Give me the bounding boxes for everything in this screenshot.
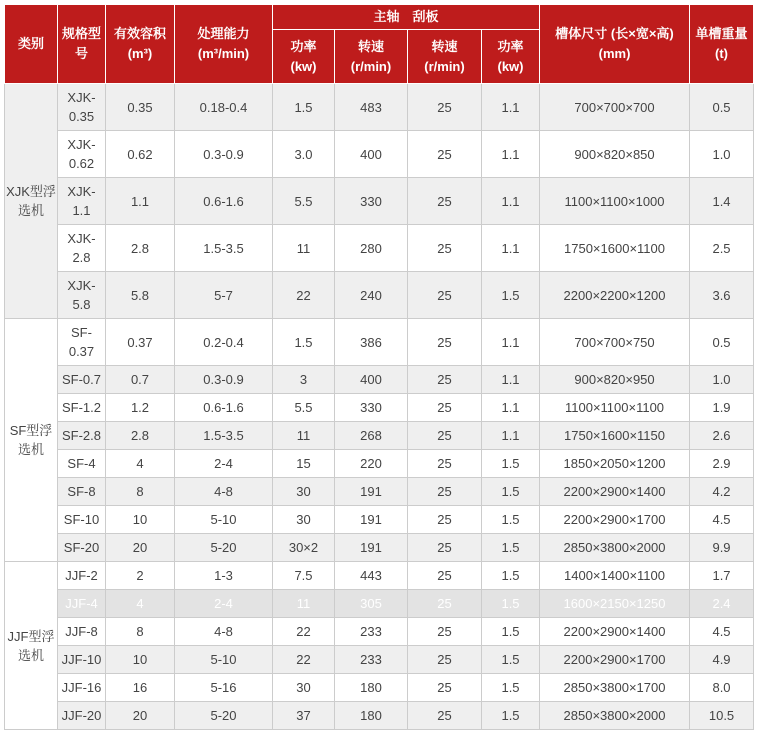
cell-weight: 2.6 — [690, 422, 754, 450]
cell-shaft-power: 30 — [273, 506, 335, 534]
header-unit: (m³) — [127, 46, 153, 61]
cell-weight: 8.0 — [690, 674, 754, 702]
cell-model: JJF-16 — [58, 674, 106, 702]
cell-scraper-speed: 25 — [408, 590, 482, 618]
cell-shaft-speed: 400 — [335, 131, 408, 178]
cell-volume: 0.35 — [106, 84, 175, 131]
cell-model: SF-0.7 — [58, 366, 106, 394]
cell-scraper-power: 1.1 — [482, 319, 540, 366]
cell-tank-size: 2200×2900×1400 — [540, 618, 690, 646]
table-row[interactable] — [5, 450, 754, 478]
cell-volume: 2.8 — [106, 225, 175, 272]
cell-shaft-power: 11 — [273, 422, 335, 450]
cell-model: SF-8 — [58, 478, 106, 506]
cell-shaft-speed: 180 — [335, 702, 408, 730]
header-label: 转速 — [357, 38, 384, 54]
cell-capacity: 0.6-1.6 — [175, 178, 273, 225]
table-row[interactable] — [5, 131, 754, 178]
table-row[interactable] — [5, 618, 754, 646]
cell-scraper-power: 1.1 — [482, 84, 540, 131]
cell-volume: 20 — [106, 702, 175, 730]
cell-tank-size: 1600×2150×1250 — [540, 590, 690, 618]
header-label: 单槽重量 — [695, 26, 748, 41]
table-row[interactable] — [5, 506, 754, 534]
cell-capacity: 5-16 — [175, 674, 273, 702]
cell-shaft-power: 7.5 — [273, 562, 335, 590]
cell-volume: 2 — [106, 562, 175, 590]
cell-scraper-speed: 25 — [408, 478, 482, 506]
header-unit: (kw) — [497, 58, 524, 74]
cell-capacity: 0.3-0.9 — [175, 366, 273, 394]
cell-weight: 0.5 — [690, 319, 754, 366]
cell-shaft-speed: 191 — [335, 478, 408, 506]
table-row[interactable] — [5, 702, 754, 730]
cell-shaft-power: 30 — [273, 674, 335, 702]
cell-tank-size: 1750×1600×1100 — [540, 225, 690, 272]
cell-capacity: 1.5-3.5 — [175, 225, 273, 272]
cell-model: SF-0.37 — [58, 319, 106, 366]
cell-volume: 20 — [106, 534, 175, 562]
cell-scraper-speed: 25 — [408, 450, 482, 478]
cell-model: JJF-2 — [58, 562, 106, 590]
table-row[interactable] — [5, 478, 754, 506]
header-label: 规格型号 — [61, 26, 101, 61]
cell-scraper-power: 1.5 — [482, 646, 540, 674]
header-capacity — [175, 5, 273, 84]
cell-shaft-speed: 240 — [335, 272, 408, 319]
cell-tank-size: 2200×2900×1400 — [540, 478, 690, 506]
cell-scraper-power: 1.5 — [482, 450, 540, 478]
cell-model: JJF-4 — [58, 590, 106, 618]
cell-scraper-speed: 25 — [408, 422, 482, 450]
cell-scraper-power: 1.1 — [482, 366, 540, 394]
cell-scraper-speed: 25 — [408, 319, 482, 366]
cell-model: XJK-5.8 — [58, 272, 106, 319]
cell-weight: 4.5 — [690, 506, 754, 534]
cell-tank-size: 1100×1100×1100 — [540, 394, 690, 422]
cell-scraper-speed: 25 — [408, 562, 482, 590]
header-label: 有效容积 — [113, 26, 166, 41]
table-row[interactable] — [5, 225, 754, 272]
cell-scraper-speed: 25 — [408, 646, 482, 674]
header-category — [5, 5, 58, 84]
header-shaft-power — [273, 30, 335, 84]
table-row[interactable] — [5, 422, 754, 450]
cell-model: SF-20 — [58, 534, 106, 562]
table-row[interactable] — [5, 319, 754, 366]
cell-scraper-power: 1.5 — [482, 590, 540, 618]
table-row[interactable] — [5, 178, 754, 225]
cell-volume: 10 — [106, 646, 175, 674]
cell-shaft-speed: 180 — [335, 674, 408, 702]
cell-weight: 2.5 — [690, 225, 754, 272]
cell-weight: 1.0 — [690, 366, 754, 394]
cell-weight: 10.5 — [690, 702, 754, 730]
header-volume — [106, 5, 175, 84]
cell-tank-size: 2200×2900×1700 — [540, 646, 690, 674]
cell-scraper-speed: 25 — [408, 534, 482, 562]
cell-weight: 1.9 — [690, 394, 754, 422]
cell-capacity: 2-4 — [175, 450, 273, 478]
cell-tank-size: 2200×2900×1700 — [540, 506, 690, 534]
cell-scraper-power: 1.5 — [482, 562, 540, 590]
cell-shaft-speed: 268 — [335, 422, 408, 450]
cell-shaft-power: 37 — [273, 702, 335, 730]
cell-weight: 4.5 — [690, 618, 754, 646]
cell-shaft-power: 5.5 — [273, 178, 335, 225]
cell-shaft-speed: 400 — [335, 366, 408, 394]
header-scraper-speed — [408, 30, 482, 84]
cell-volume: 0.37 — [106, 319, 175, 366]
cell-volume: 10 — [106, 506, 175, 534]
cell-capacity: 0.18-0.4 — [175, 84, 273, 131]
cell-tank-size: 2850×3800×2000 — [540, 534, 690, 562]
table-row[interactable] — [5, 674, 754, 702]
header-unit: (t) — [715, 46, 729, 61]
cell-scraper-power: 1.1 — [482, 422, 540, 450]
cell-capacity: 5-7 — [175, 272, 273, 319]
cell-shaft-speed: 330 — [335, 394, 408, 422]
category-cell: JJF型浮选机 — [5, 562, 58, 730]
header-label: 功率 — [497, 38, 524, 54]
cell-capacity: 0.3-0.9 — [175, 131, 273, 178]
category-cell: SF型浮选机 — [5, 319, 58, 562]
table-row[interactable] — [5, 646, 754, 674]
header-shaft-speed — [335, 30, 408, 84]
cell-shaft-power: 1.5 — [273, 319, 335, 366]
cell-scraper-power: 1.5 — [482, 702, 540, 730]
cell-shaft-power: 15 — [273, 450, 335, 478]
cell-shaft-speed: 233 — [335, 646, 408, 674]
cell-shaft-speed: 233 — [335, 618, 408, 646]
header-label: 转速 — [431, 38, 458, 54]
header-weight — [690, 5, 754, 84]
cell-tank-size: 1750×1600×1150 — [540, 422, 690, 450]
cell-weight: 2.9 — [690, 450, 754, 478]
cell-model: XJK-2.8 — [58, 225, 106, 272]
cell-shaft-power: 11 — [273, 225, 335, 272]
cell-volume: 5.8 — [106, 272, 175, 319]
cell-shaft-power: 5.5 — [273, 394, 335, 422]
cell-volume: 8 — [106, 618, 175, 646]
cell-shaft-power: 3.0 — [273, 131, 335, 178]
cell-volume: 8 — [106, 478, 175, 506]
cell-weight: 9.9 — [690, 534, 754, 562]
cell-tank-size: 2200×2200×1200 — [540, 272, 690, 319]
cell-volume: 4 — [106, 450, 175, 478]
cell-model: SF-1.2 — [58, 394, 106, 422]
cell-scraper-power: 1.1 — [482, 394, 540, 422]
cell-capacity: 2-4 — [175, 590, 273, 618]
cell-scraper-speed: 25 — [408, 394, 482, 422]
cell-weight: 0.5 — [690, 84, 754, 131]
cell-scraper-speed: 25 — [408, 225, 482, 272]
cell-capacity: 1.5-3.5 — [175, 422, 273, 450]
cell-tank-size: 2850×3800×2000 — [540, 702, 690, 730]
header-unit: (r/min) — [350, 58, 392, 74]
cell-shaft-power: 22 — [273, 646, 335, 674]
cell-volume: 4 — [106, 590, 175, 618]
cell-volume: 16 — [106, 674, 175, 702]
cell-shaft-speed: 443 — [335, 562, 408, 590]
cell-weight: 1.0 — [690, 131, 754, 178]
header-unit: (m³/min) — [197, 46, 250, 61]
cell-tank-size: 1850×2050×1200 — [540, 450, 690, 478]
header-model — [58, 5, 106, 84]
cell-capacity: 5-10 — [175, 646, 273, 674]
header-scraper-power — [482, 30, 540, 84]
cell-shaft-speed: 191 — [335, 506, 408, 534]
spec-table-body — [5, 84, 754, 730]
cell-weight: 4.2 — [690, 478, 754, 506]
cell-model: SF-4 — [58, 450, 106, 478]
cell-capacity: 5-20 — [175, 534, 273, 562]
cell-shaft-power: 30×2 — [273, 534, 335, 562]
header-tank-size — [540, 5, 690, 84]
cell-shaft-speed: 305 — [335, 590, 408, 618]
cell-shaft-speed: 483 — [335, 84, 408, 131]
cell-scraper-power: 1.5 — [482, 272, 540, 319]
cell-scraper-power: 1.5 — [482, 618, 540, 646]
header-unit: (r/min) — [424, 58, 465, 74]
cell-capacity: 4-8 — [175, 478, 273, 506]
cell-model: JJF-8 — [58, 618, 106, 646]
cell-scraper-power: 1.1 — [482, 178, 540, 225]
table-row[interactable] — [5, 562, 754, 590]
cell-scraper-speed: 25 — [408, 272, 482, 319]
header-label: 功率 — [290, 38, 317, 54]
cell-scraper-power: 1.5 — [482, 506, 540, 534]
header-shaft-scraper — [273, 5, 540, 30]
category-cell: XJK型浮选机 — [5, 84, 58, 319]
header-row-top — [5, 5, 754, 30]
cell-weight: 1.7 — [690, 562, 754, 590]
cell-shaft-power: 1.5 — [273, 84, 335, 131]
table-row[interactable] — [5, 394, 754, 422]
cell-capacity: 5-20 — [175, 702, 273, 730]
cell-scraper-power: 1.1 — [482, 225, 540, 272]
header-unit: (mm) — [598, 46, 631, 61]
cell-shaft-power: 11 — [273, 590, 335, 618]
cell-capacity: 4-8 — [175, 618, 273, 646]
cell-scraper-speed: 25 — [408, 506, 482, 534]
cell-scraper-speed: 25 — [408, 84, 482, 131]
cell-capacity: 0.2-0.4 — [175, 319, 273, 366]
cell-weight: 4.9 — [690, 646, 754, 674]
cell-shaft-speed: 220 — [335, 450, 408, 478]
header-label: 处理能力 — [197, 26, 250, 41]
cell-shaft-power: 30 — [273, 478, 335, 506]
cell-scraper-speed: 25 — [408, 702, 482, 730]
table-row[interactable] — [5, 272, 754, 319]
header-label: 主轴 刮板 — [373, 9, 439, 24]
header-label: 类别 — [17, 36, 44, 51]
cell-tank-size: 700×700×700 — [540, 84, 690, 131]
cell-volume: 2.8 — [106, 422, 175, 450]
table-row[interactable] — [5, 84, 754, 131]
cell-tank-size: 1400×1400×1100 — [540, 562, 690, 590]
cell-shaft-speed: 330 — [335, 178, 408, 225]
cell-capacity: 0.6-1.6 — [175, 394, 273, 422]
cell-model: XJK-0.35 — [58, 84, 106, 131]
spec-table — [4, 4, 754, 730]
cell-scraper-power: 1.5 — [482, 534, 540, 562]
header-unit: (kw) — [290, 58, 317, 74]
cell-scraper-power: 1.5 — [482, 478, 540, 506]
cell-model: JJF-10 — [58, 646, 106, 674]
cell-shaft-power: 3 — [273, 366, 335, 394]
cell-volume: 0.7 — [106, 366, 175, 394]
table-row[interactable] — [5, 534, 754, 562]
cell-shaft-speed: 386 — [335, 319, 408, 366]
cell-capacity: 1-3 — [175, 562, 273, 590]
cell-model: XJK-1.1 — [58, 178, 106, 225]
cell-scraper-power: 1.1 — [482, 131, 540, 178]
cell-shaft-power: 22 — [273, 272, 335, 319]
cell-weight: 2.4 — [690, 590, 754, 618]
cell-tank-size: 900×820×950 — [540, 366, 690, 394]
cell-tank-size: 900×820×850 — [540, 131, 690, 178]
cell-scraper-speed: 25 — [408, 366, 482, 394]
cell-scraper-speed: 25 — [408, 618, 482, 646]
header-label: 槽体尺寸 (长×宽×高) — [555, 26, 674, 41]
table-row[interactable] — [5, 590, 754, 618]
cell-model: XJK-0.62 — [58, 131, 106, 178]
cell-scraper-speed: 25 — [408, 178, 482, 225]
cell-volume: 0.62 — [106, 131, 175, 178]
cell-scraper-speed: 25 — [408, 674, 482, 702]
cell-scraper-power: 1.5 — [482, 674, 540, 702]
cell-capacity: 5-10 — [175, 506, 273, 534]
cell-model: SF-2.8 — [58, 422, 106, 450]
cell-weight: 1.4 — [690, 178, 754, 225]
cell-tank-size: 1100×1100×1000 — [540, 178, 690, 225]
cell-model: SF-10 — [58, 506, 106, 534]
cell-tank-size: 2850×3800×1700 — [540, 674, 690, 702]
cell-tank-size: 700×700×750 — [540, 319, 690, 366]
cell-volume: 1.2 — [106, 394, 175, 422]
cell-shaft-speed: 191 — [335, 534, 408, 562]
table-row[interactable] — [5, 366, 754, 394]
table-header — [5, 5, 754, 84]
cell-model: JJF-20 — [58, 702, 106, 730]
cell-weight: 3.6 — [690, 272, 754, 319]
cell-scraper-speed: 25 — [408, 131, 482, 178]
cell-volume: 1.1 — [106, 178, 175, 225]
cell-shaft-power: 22 — [273, 618, 335, 646]
cell-shaft-speed: 280 — [335, 225, 408, 272]
